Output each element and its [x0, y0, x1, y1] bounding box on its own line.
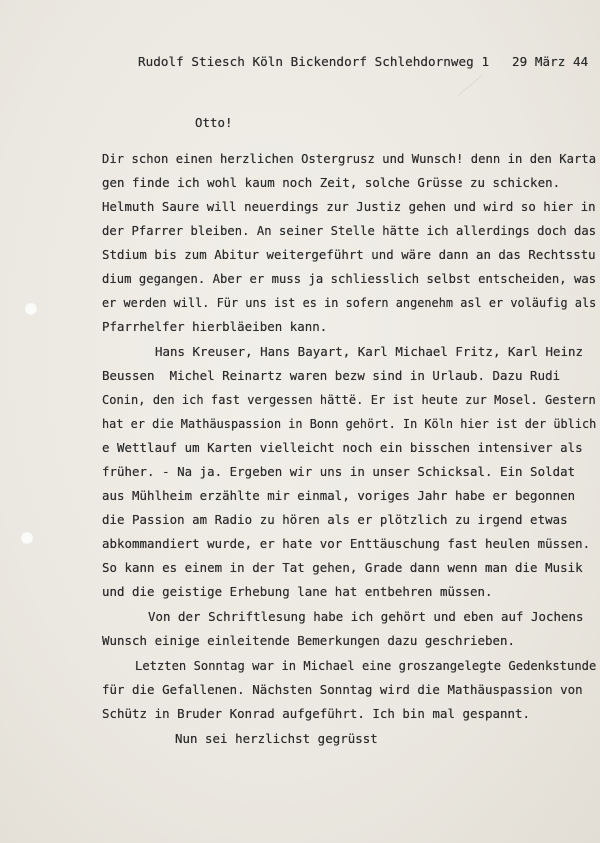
letter-line: Hans Kreuser, Hans Bayart, Karl Michael Fritz, Karl Heinz: [155, 344, 584, 359]
letter-line: er werden will. Für uns ist es in sofern angenehm asl er voläufig als: [102, 295, 597, 310]
letter-line: Schütz in Bruder Konrad aufgeführt. Ich bin mal gespannt.: [102, 706, 531, 721]
punch-hole-bottom: [20, 531, 34, 545]
letter-line: Pfarrhelfer hierbläeiben kann.: [102, 319, 328, 334]
letter-line: e Wettlauf um Karten vielleicht noch ein bisschen intensiver als: [102, 440, 583, 455]
letter-line: für die Gefallenen. Nächsten Sonntag wird die Mathäuspassion von: [102, 682, 583, 697]
letter-line: Von der Schriftlesung habe ich gehört und eben auf Jochens: [148, 609, 584, 624]
letter-line: die Passion am Radio zu hören als er plötzlich zu irgend etwas: [102, 512, 568, 527]
letter-line: früher. - Na ja. Ergeben wir uns in unser Schicksal. Ein Soldat: [102, 464, 576, 479]
letter-salutation: Otto!: [195, 115, 233, 130]
letter-line: Conin, den ich fast vergessen hättë. Er ist heute zur Mosel. Gestern: [102, 392, 596, 407]
letter-closing: Nun sei herzlichst gegrüsst: [175, 731, 378, 746]
paper-mark: [458, 75, 482, 95]
letter-line: Dir schon einen herzlichen Ostergrusz und Wunsch! denn in den Karta: [102, 151, 597, 166]
letter-line: Stdium bis zum Abitur weitergeführt und wäre dann an das Rechtsstu: [102, 247, 596, 262]
punch-hole-top: [24, 302, 38, 316]
letter-header: Rudolf Stiesch Köln Bickendorf Schlehdornweg 1 29 März 44: [138, 54, 589, 69]
letter-line: Letzten Sonntag war in Michael eine groszangelegte Gedenkstunde: [135, 658, 597, 673]
letter-line: und die geistige Erhebung lane hat entbehren müssen.: [102, 584, 493, 599]
letter-line: hat er die Mathäuspassion in Bonn gehört. In Köln hier ist der üblich: [102, 416, 597, 431]
letter-line: Wunsch einige einleitende Bemerkungen dazu geschrieben.: [102, 633, 516, 648]
letter-line: dium gegangen. Aber er muss ja schliesslich selbst entscheiden, was: [102, 271, 597, 286]
letter-line: gen finde ich wohl kaum noch Zeit, solche Grüsse zu schicken.: [102, 175, 561, 190]
letter-line: Helmuth Saure will neuerdings zur Justiz gehen und wird so hier in: [102, 199, 596, 214]
letter-line: Beussen Michel Reinartz waren bezw sind in Urlaub. Dazu Rudi: [102, 368, 561, 383]
letter-line: abkommandiert wurde, er hate vor Enttäuschung fast heulen müssen.: [102, 536, 591, 551]
letter-line: So kann es einem in der Tat gehen, Grade dann wenn man die Musik: [102, 560, 583, 575]
letter-line: aus Mühlheim erzählte mir einmal, voriges Jahr habe er begonnen: [102, 488, 576, 503]
letter-line: der Pfarrer bleiben. An seiner Stelle hätte ich allerdings doch das: [102, 223, 597, 238]
